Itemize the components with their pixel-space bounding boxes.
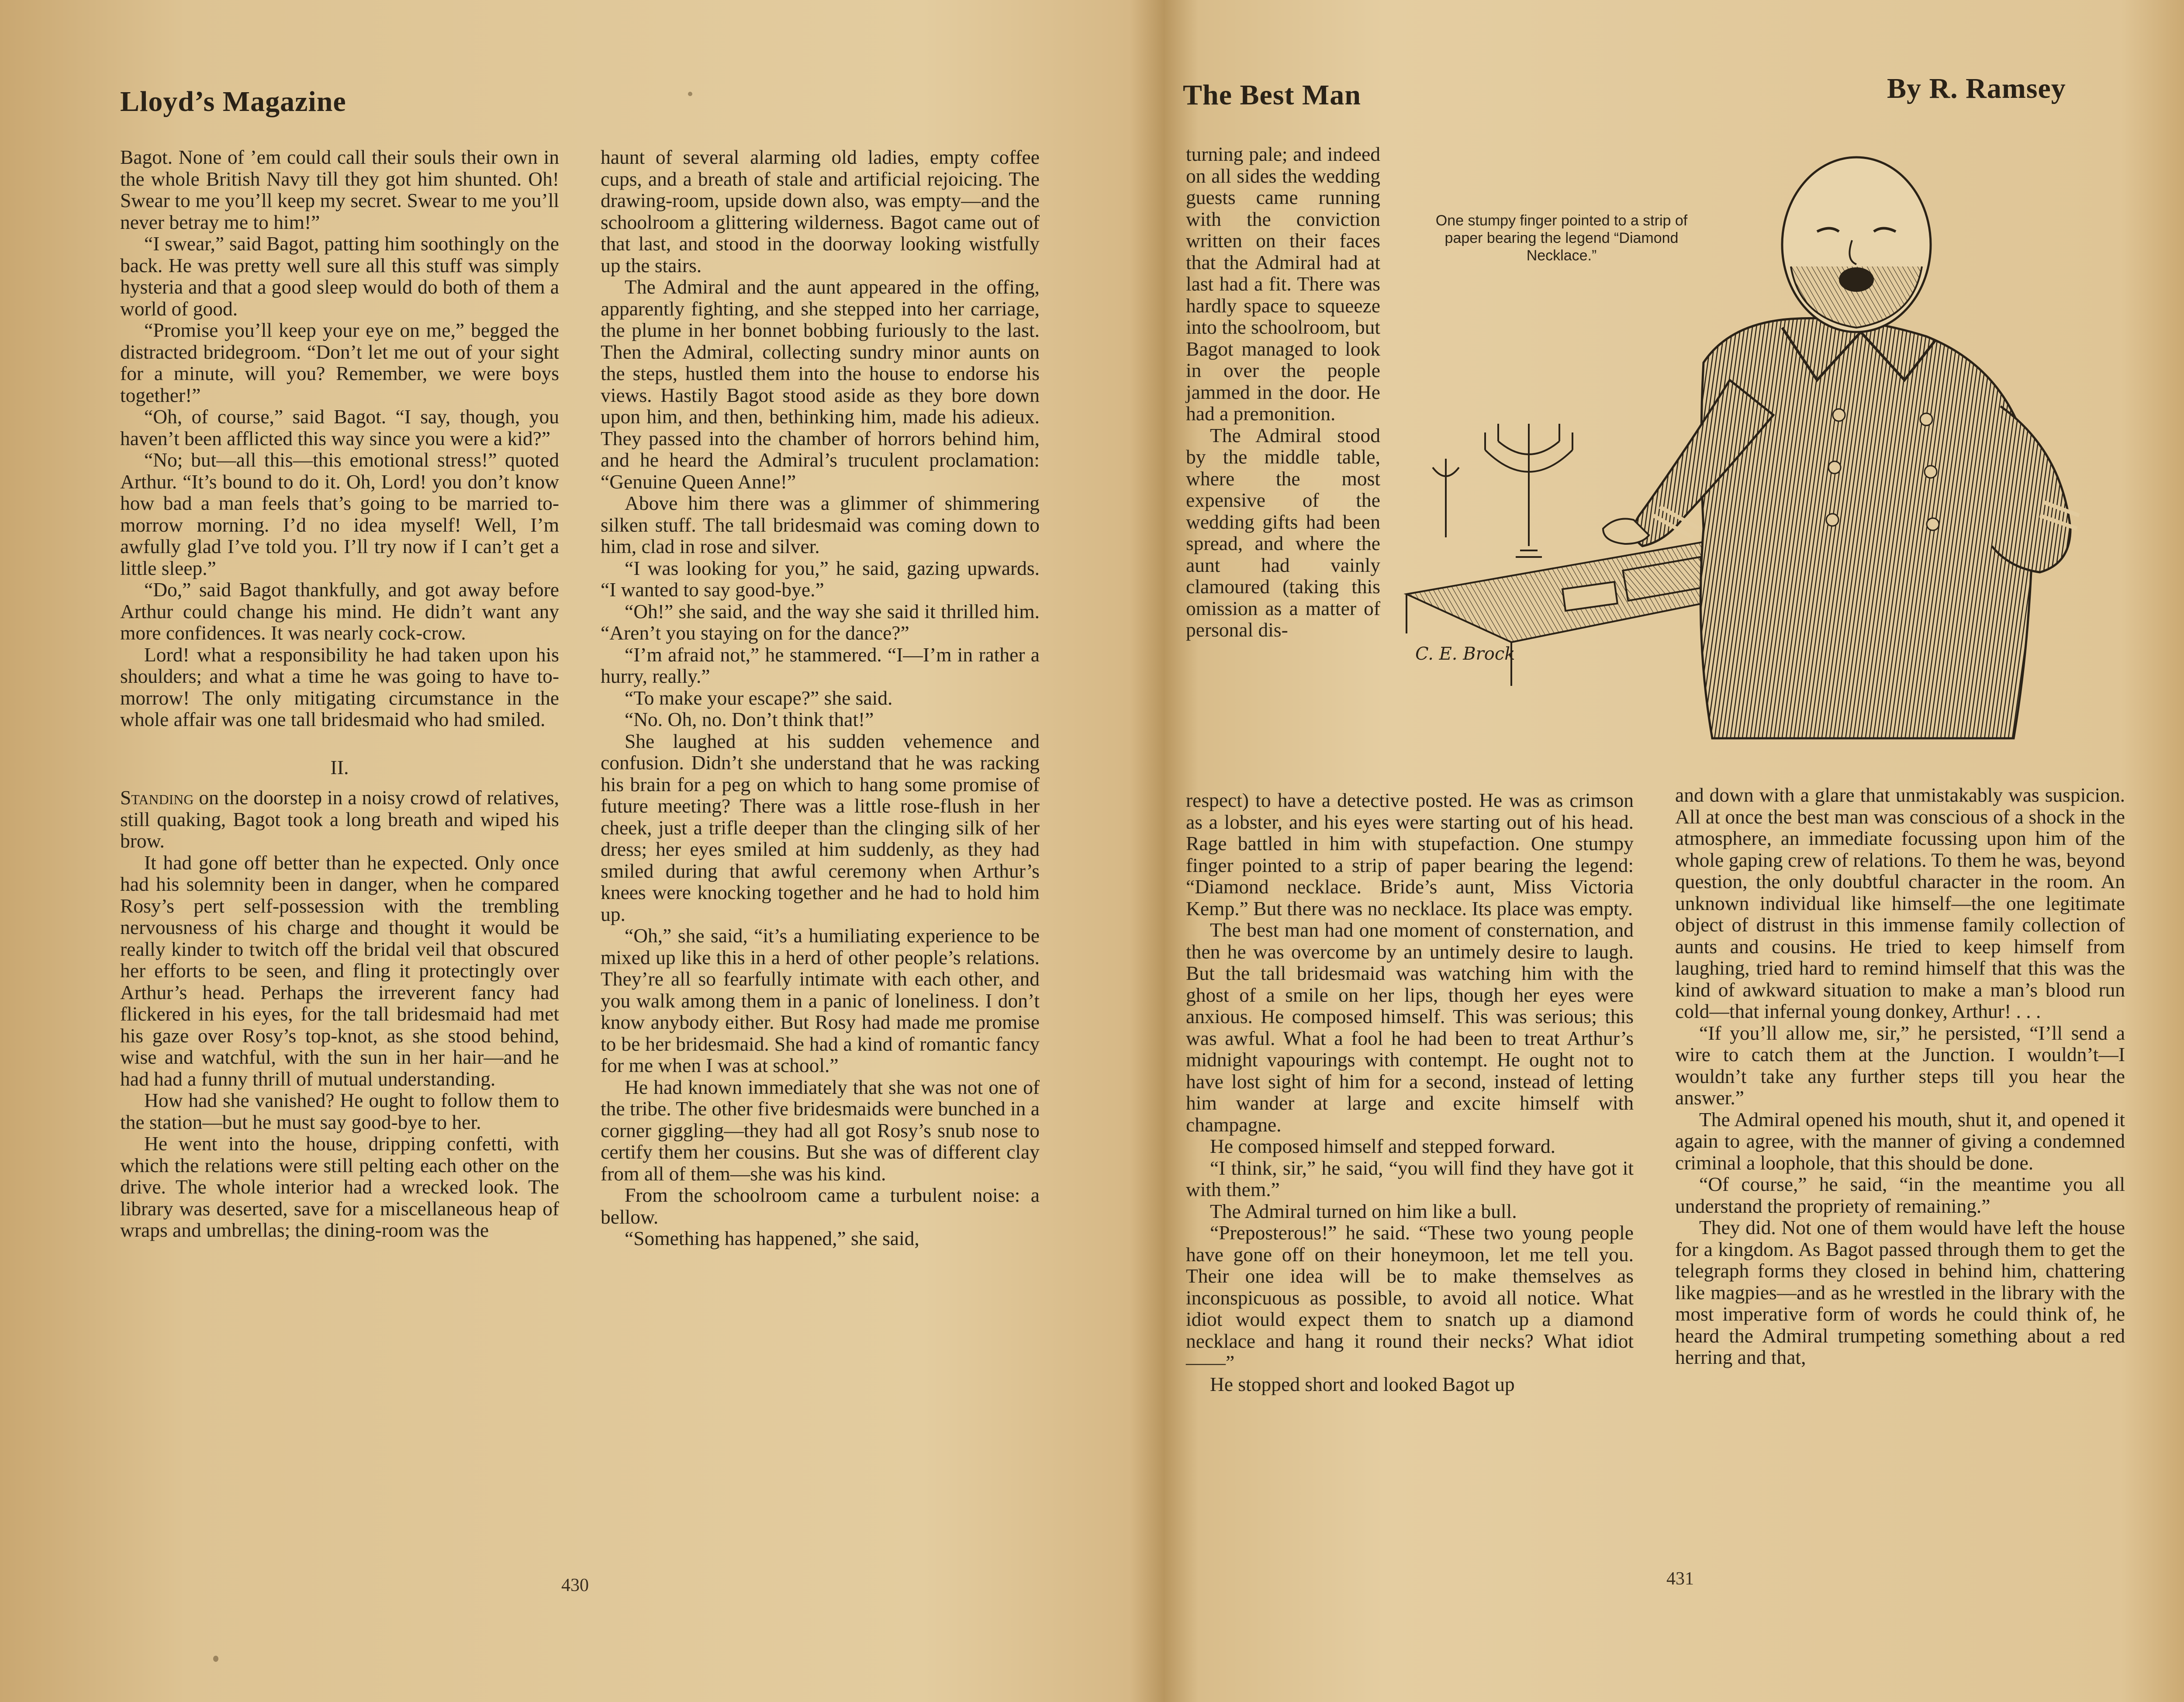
right-column-3-wide <box>1186 789 1634 1395</box>
paragraph: “Promise you’ll keep your eye on me,” begged the distracted bridegroom. “Don’t let me out of your sight for a minute, will you? Remember, we were boys together!” <box>120 319 559 406</box>
paragraph: They did. Not one of them would have left the house for a kingdom. As Bagot passed through them to get the telegraph forms they closed in behind him, chattering like magpies—and as he wrestled in the library with the most imperative form of words he could think of, he heard the Admiral trumpeting something about a red herring and that, <box>1675 1216 2125 1368</box>
paragraph: turning pale; and indeed on all sides the wedding guests came running with the conviction written on their faces that the Admiral had at last had a fit. There was hardly space to squeeze into the schoolroom, but Bagot managed to look in over the people jammed in the door. He had a premonition. <box>1186 143 1380 425</box>
right-column-3-narrow <box>1186 143 1380 641</box>
paragraph: Bagot. None of ’em could call their souls their own in the whole British Navy till they got him shunted. Oh! Swear to me you’ll keep my secret. Swear to me you’ll never betray me to him!” <box>120 146 559 233</box>
paragraph: “I was looking for you,” he said, gazing upwards. “I wanted to say good-bye.” <box>601 557 1040 601</box>
paragraph: “I’m afraid not,” he stammered. “I—I’m in rather a hurry, really.” <box>601 643 1040 687</box>
paragraph: “I think, sir,” he said, “you will find they have got it with them.” <box>1186 1156 1634 1200</box>
paragraph: “Oh, of course,” said Bagot. “I say, though, you haven’t been afflicted this way since you were a kid?” <box>120 405 559 450</box>
right-column-4 <box>1675 784 2125 1368</box>
paragraph: The Admiral turned on him like a bull. <box>1210 1200 1517 1222</box>
section-number: II. <box>330 756 349 778</box>
paragraph: Lord! what a responsibility he had taken upon his shoulders; and what a time he was going to have to-morrow! The only mitigating circumstance in the whole affair was one tall bridesmaid who had smiled. <box>120 643 559 730</box>
paragraph: “Something has happened,” she said, <box>625 1227 919 1249</box>
paragraph: How had she vanished? He ought to follow them to the station—but he must say good-bye to her. <box>120 1089 559 1133</box>
left-column-2 <box>601 146 1040 1249</box>
paragraph: “Oh!” she said, and the way she said it thrilled him. “Aren’t you staying on for the dance?” <box>601 600 1040 644</box>
page-number-left: 430 <box>561 1575 589 1595</box>
paragraph: “No; but—all this—this emotional stress!” quoted Arthur. “It’s bound to do it. Oh, Lord! you don’t know how bad a man feels that’s going to be married to-morrow morning. I’d no idea myself! Well, I’m awfully glad I’ve told you. I’ll try now if I can’t get a little sleep.” <box>120 449 559 579</box>
paragraph: “No. Oh, no. Don’t think that!” <box>625 708 874 730</box>
paragraph: “To make your escape?” she said. <box>625 686 893 709</box>
paragraph: “I swear,” said Bagot, patting him soothingly on the back. He was pretty well sure all this stuff was simply hysteria and that a good sleep would do both of them a world of good. <box>120 232 559 320</box>
paragraph: Standing on the doorstep in a noisy crowd of relatives, still quaking, Bagot took a long breath and wiped his brow. <box>120 786 559 852</box>
paragraph: haunt of several alarming old ladies, empty coffee cups, and a breath of stale and artificial rejoicing. The drawing-room, upside down also, was empty—and the schoolroom a glittering wilderness. Bagot came out of that last, and stood in the doorway looking wistfully up the stairs. <box>601 146 1040 277</box>
paragraph: The best man had one moment of consternation, and then he was overcome by an untimely desire to laugh. But the tall bridesmaid was watching him with the ghost of a smile on her lips, though her eyes were anxious. He composed himself. This was serious; this was awful. What a fool he had been to treat Arthur’s midnight vapourings with contempt. He ought not to have lost sight of him for a second, instead of letting him wander at large and excite himself with champagne. <box>1186 919 1634 1136</box>
paragraph: The Admiral opened his mouth, shut it, and opened it again to agree, with the manner of giving a condemned criminal a loophole, that this should be done. <box>1675 1108 2125 1174</box>
paragraph: and down with a glare that unmistakably was suspicion. All at once the best man was conscious of a shock in the atmosphere, an immediate focussing upon him of the whole gaping crew of relations. To them he was, beyond question, the only doubtful character in the room. An unknown individual like himself—the one legitimate object of distrust in this immense family collection of aunts and cousins. He tried to keep himself from laughing, tried hard to remind himself that this was the kind of awkward situation to make a man’s blood run cold—that infernal young donkey, Arthur! . . . <box>1675 784 2125 1022</box>
paragraph: “Oh,” she said, “it’s a humiliating experience to be mixed up like this in a herd of other people’s relations. They’re all so fearfully intimate with each other, and you walk among them in a panic of loneliness. I don’t know anybody either. But Rosy had made me promise to be her bridesmaid. She had a kind of romantic fancy for me when I was at school.” <box>601 924 1040 1076</box>
paragraph: He composed himself and stepped forward. <box>1210 1135 1555 1157</box>
paragraph: “Of course,” he said, “in the meantime you all understand the propriety of remaining.” <box>1675 1173 2125 1217</box>
ink-spot <box>213 1656 218 1662</box>
paragraph: He had known immediately that she was not one of the tribe. The other five bridesmaids were bunched in a corner giggling—they had all got Rosy’s snub nose to certify them her cousins. But she was of different clay from all of them—she was his kind. <box>601 1076 1040 1185</box>
running-header-title: The Best Man <box>1183 79 1361 111</box>
ink-spot <box>688 92 692 96</box>
paragraph: The Admiral stood by the middle table, where the most expensive of the wedding gifts had been spread, and where the aunt had vainly clamoured (taking this omission as a matter of personal dis- <box>1186 424 1380 641</box>
paragraph: From the schoolroom came a turbulent noise: a bellow. <box>601 1184 1040 1228</box>
paragraph: The Admiral and the aunt appeared in the offing, apparently fighting, and she stepped into her carriage, the plume in her bonnet bobbing furiously to the last. Then the Admiral, collecting sundry minor aunts on the steps, hustled them into the house to endorse his views. Hastily Bagot stood aside as they bore down upon him, and then, bethinking him, made his adieux. They passed into the chamber of horrors behind him, and he heard the Admiral’s truculent proclamation: “Genuine Queen Anne!” <box>601 276 1040 493</box>
paragraph: respect) to have a detective posted. He was as crimson as a lobster, and his eyes were starting out of his head. Rage battled in him with stupefaction. One stumpy finger pointed to a strip of paper bearing the legend: “Diamond necklace. Bride’s aunt, Miss Victoria Kemp.” But there was no necklace. Its place was empty. <box>1186 789 1634 920</box>
running-header-author: By R. Ramsey <box>1887 73 2066 104</box>
paragraph: “Preposterous!” he said. “These two young people have gone off on their honeymoon, let me tell you. Their one idea will be to make themselves as inconspicuous as possible, to avoid all notice. What idiot would expect them to snatch up a diamond necklace and hang it round their necks? What idiot——” <box>1186 1221 1634 1373</box>
paragraph: “Do,” said Bagot thankfully, and got away before Arthur could change his mind. He didn’t want any more confidences. It was nearly cock-crow. <box>120 578 559 644</box>
illustration-caption: One stumpy finger pointed to a strip of paper bearing the legend “Diamond Necklace.” <box>1435 212 1688 264</box>
paragraph: Above him there was a glimmer of shimmering silken stuff. The tall bridesmaid was coming down to him, clad in rose and silver. <box>601 492 1040 557</box>
paragraph: He went into the house, dripping confetti, with which the relations were still pelting each other on the drive. The whole interior had a wrecked look. The library was deserted, save for a miscellaneous heap of wraps and umbrellas; the dining-room was the <box>120 1132 559 1241</box>
page-number-right: 431 <box>1666 1569 1694 1589</box>
running-header-magazine: Lloyd’s Magazine <box>120 86 346 118</box>
paragraph: She laughed at his sudden vehemence and confusion. Didn’t she understand that he was racking his brain for a peg on which to hang some promise of future meeting? There was a little rose-flush in her cheek, just a trifle deeper than the clinging silk of her dress; her eyes smiled at him suddenly, as they had smiled during that awful ceremony when Arthur’s knees were knocking together and he had to hold him up. <box>601 730 1040 925</box>
paragraph: “If you’ll allow me, sir,” he persisted, “I’ll send a wire to catch them at the Junction. I wouldn’t—I wouldn’t take any further steps till you hear the answer.” <box>1675 1021 2125 1109</box>
paragraph: He stopped short and looked Bagot up <box>1210 1373 1515 1395</box>
illustrator-signature: C. E. Brock <box>1415 644 1515 664</box>
drop-lead-word: Standing <box>120 786 194 809</box>
left-column-1 <box>120 146 559 1241</box>
paragraph: It had gone off better than he expected. Only once had his solemnity been in danger, when he compared Rosy’s pert self-possession with the trembling nervousness of his charge and thought it would be really kinder to twitch off the bridal veil that obscured her efforts to be seen, and fling it protectingly over Arthur’s head. Perhaps the irreverent fancy had flickered in his eyes, for the tall bridesmaid had met his gaze over Rosy’s top-knot, as she stood behind, wise and watchful, with the sun in her hair—and he had had a funny thrill of mutual understanding. <box>120 851 559 1090</box>
